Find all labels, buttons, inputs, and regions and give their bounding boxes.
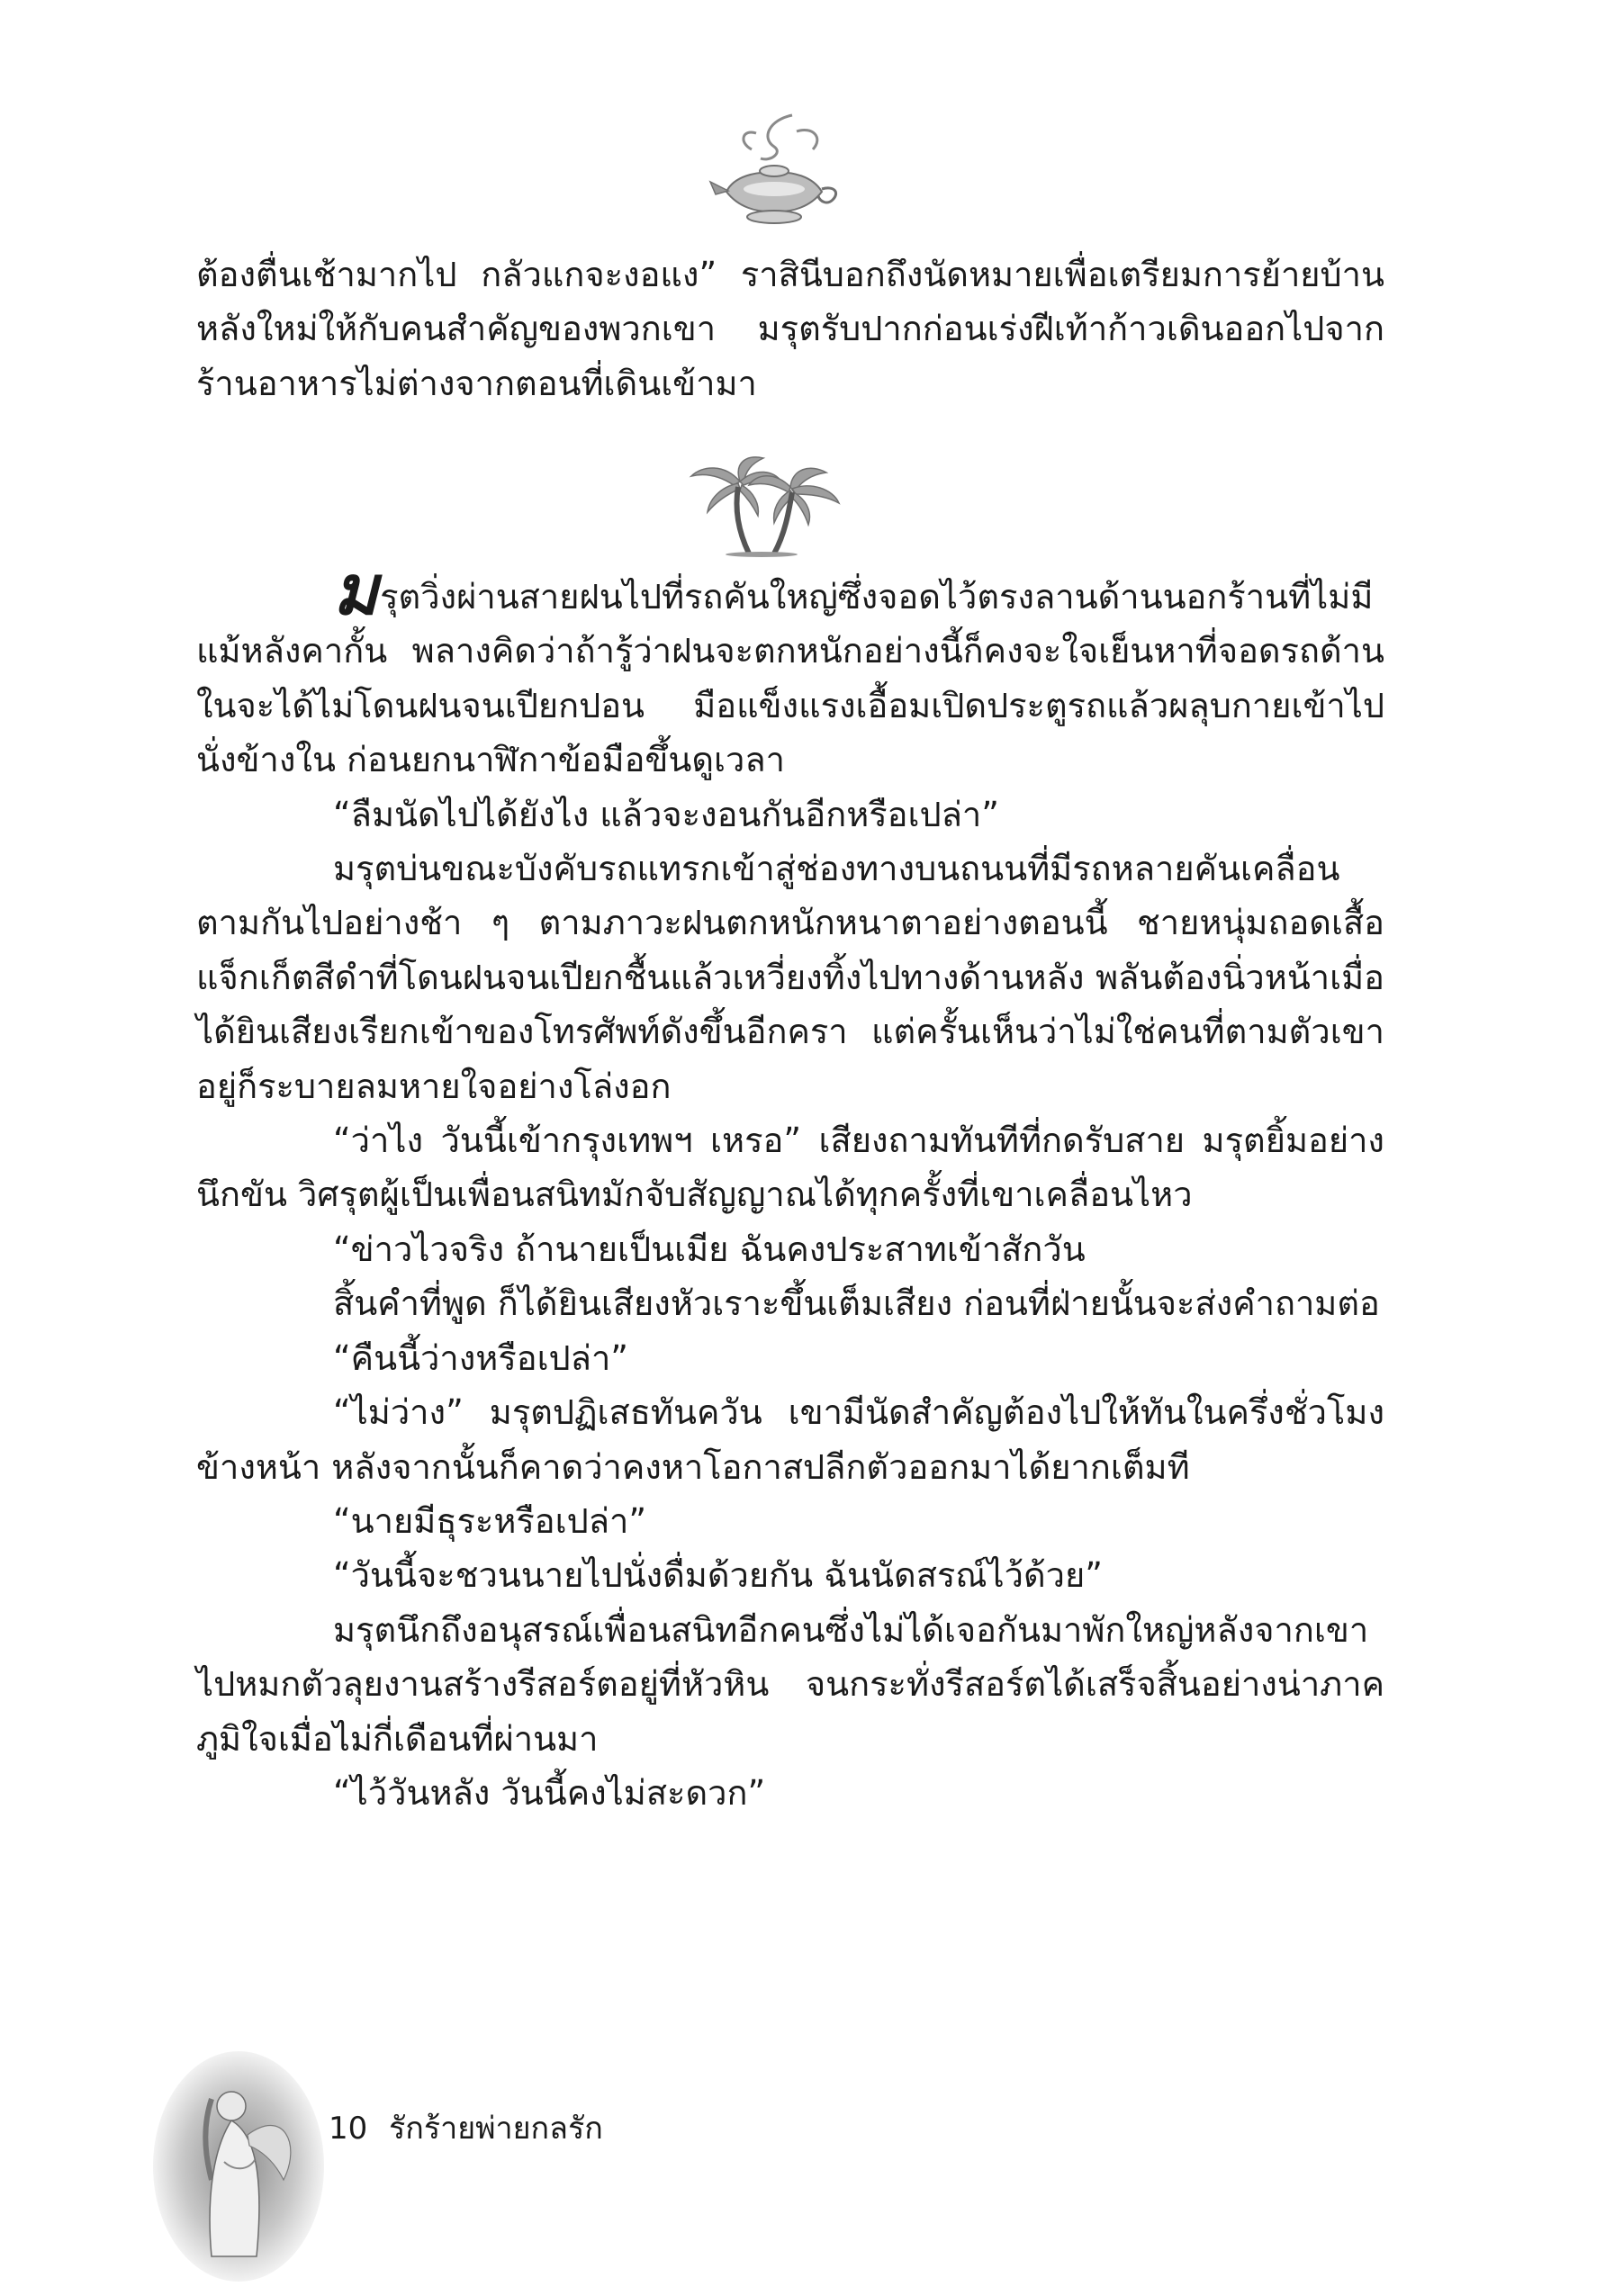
paragraph: “นายมีธุระหรือเปล่า” bbox=[333, 1500, 647, 1541]
first-paragraph bbox=[196, 550, 1384, 788]
paragraph: “ไม่ว่าง” มรุตปฏิเสธทันควัน เขามีนัดสำคัญต้องไปให้ทันในครึ่งชั่วโมงข้างหน้า หลังจากนั้นก็คาดว่าคงหาโอกาสปลีกตัวออกมาได้ยากเต็มที bbox=[196, 1392, 1384, 1487]
first-paragraph-text: รุตวิ่งผ่านสายฝนไปที่รถคันใหญ่ซึ่งจอดไว้ตรงลานด้านนอกร้านที่ไม่มีแม้หลังคากั้น พลางคิดว่าถ้ารู้ว่าฝนจะตกหนักอย่างนี้ก็คงจะใจเย็นหาที่จอดรถด้านในจะได้ไม่โดนฝนจนเปียกปอน มือแข็งแรงเอื้อมเปิดประตูรถแล้วผลุบกายเข้าไปนั่งข้างใน ก่อนยกนาฬิกาข้อมือขึ้นดูเวลา bbox=[196, 577, 1384, 780]
main-section bbox=[196, 550, 1384, 1820]
lamp-ornament-icon bbox=[707, 106, 842, 237]
paragraph: “ว่าไง วันนี้เข้ากรุงเทพฯ เหรอ” เสียงถามทันทีที่กดรับสาย มรุตยิ้มอย่างนึกขัน วิศรุตผู้เป็นเพื่อนสนิทมักจับสัญญาณได้ทุกครั้งที่เขาเคลื่อนไหว bbox=[196, 1121, 1384, 1215]
paragraph: “วันนี้จะชวนนายไปนั่งดื่มด้วยกัน ฉันนัดสรณ์ไว้ด้วย” bbox=[333, 1555, 1103, 1596]
paragraph: “คืนนี้ว่างหรือเปล่า” bbox=[333, 1337, 628, 1378]
drop-cap: ม bbox=[333, 550, 379, 630]
book-title: รักร้ายพ่ายกลรัก bbox=[389, 2111, 603, 2147]
paragraph: “ลืมนัดไปได้ยังไง แล้วจะงอนกันอีกหรือเปล่า” bbox=[333, 794, 999, 834]
page-number: 10 bbox=[329, 2111, 368, 2147]
opening-section bbox=[196, 248, 1384, 410]
paragraph: สิ้นคำที่พูด ก็ได้ยินเสียงหัวเราะขึ้นเต็มเสียง ก่อนที่ฝ่ายนั้นจะส่งคำถามต่อ bbox=[333, 1283, 1380, 1324]
paragraph: มรุตนึกถึงอนุสรณ์เพื่อนสนิทอีกคนซึ่งไม่ได้เจอกันมาพักใหญ่หลังจากเขาไปหมกตัวลุยงานสร้างรีสอร์ตอยู่ที่หัวหิน จนกระทั่งรีสอร์ตได้เสร็จสิ้นอย่างน่าภาคภูมิใจเมื่อไม่กี่เดือนที่ผ่านมา bbox=[196, 1609, 1384, 1759]
paragraph: มรุตบ่นขณะบังคับรถแทรกเข้าสู่ช่องทางบนถนนที่มีรถหลายคันเคลื่อนตามกันไปอย่างช้า ๆ ตามภาวะฝนตกหนักหนาตาอย่างตอนนี้ ชายหนุ่มถอดเสื้อแจ็กเก็ตสีดำที่โดนฝนจนเปียกชื้นแล้วเหวี่ยงทิ้งไปทางด้านหลัง พลันต้องนิ่วหน้าเมื่อได้ยินเสียงเรียกเข้าของโทรศัพท์ดังขึ้นอีกครา แต่ครั้นเห็นว่าไม่ใช่คนที่ตามตัวเขาอยู่ก็ระบายลมหายใจอย่างโล่งอก bbox=[196, 849, 1384, 1106]
palm-tree-ornament-icon bbox=[684, 455, 846, 558]
angel-vignette-icon bbox=[149, 2045, 329, 2283]
paragraph: “ข่าวไวจริง ถ้านายเป็นเมีย ฉันคงประสาทเข้าสักวัน bbox=[333, 1229, 1086, 1269]
paragraph: ต้องตื่นเช้ามากไป กลัวแกจะงอแง” ราสินีบอกถึงนัดหมายเพื่อเตรียมการย้ายบ้านหลังใหม่ให้กับคนสำคัญของพวกเขา มรุตรับปากก่อนเร่งฝีเท้าก้าวเดินออกไปจากร้านอาหารไม่ต่างจากตอนที่เดินเข้ามา bbox=[196, 255, 1384, 403]
paragraph: “ไว้วันหลัง วันนี้คงไม่สะดวก” bbox=[333, 1772, 766, 1813]
